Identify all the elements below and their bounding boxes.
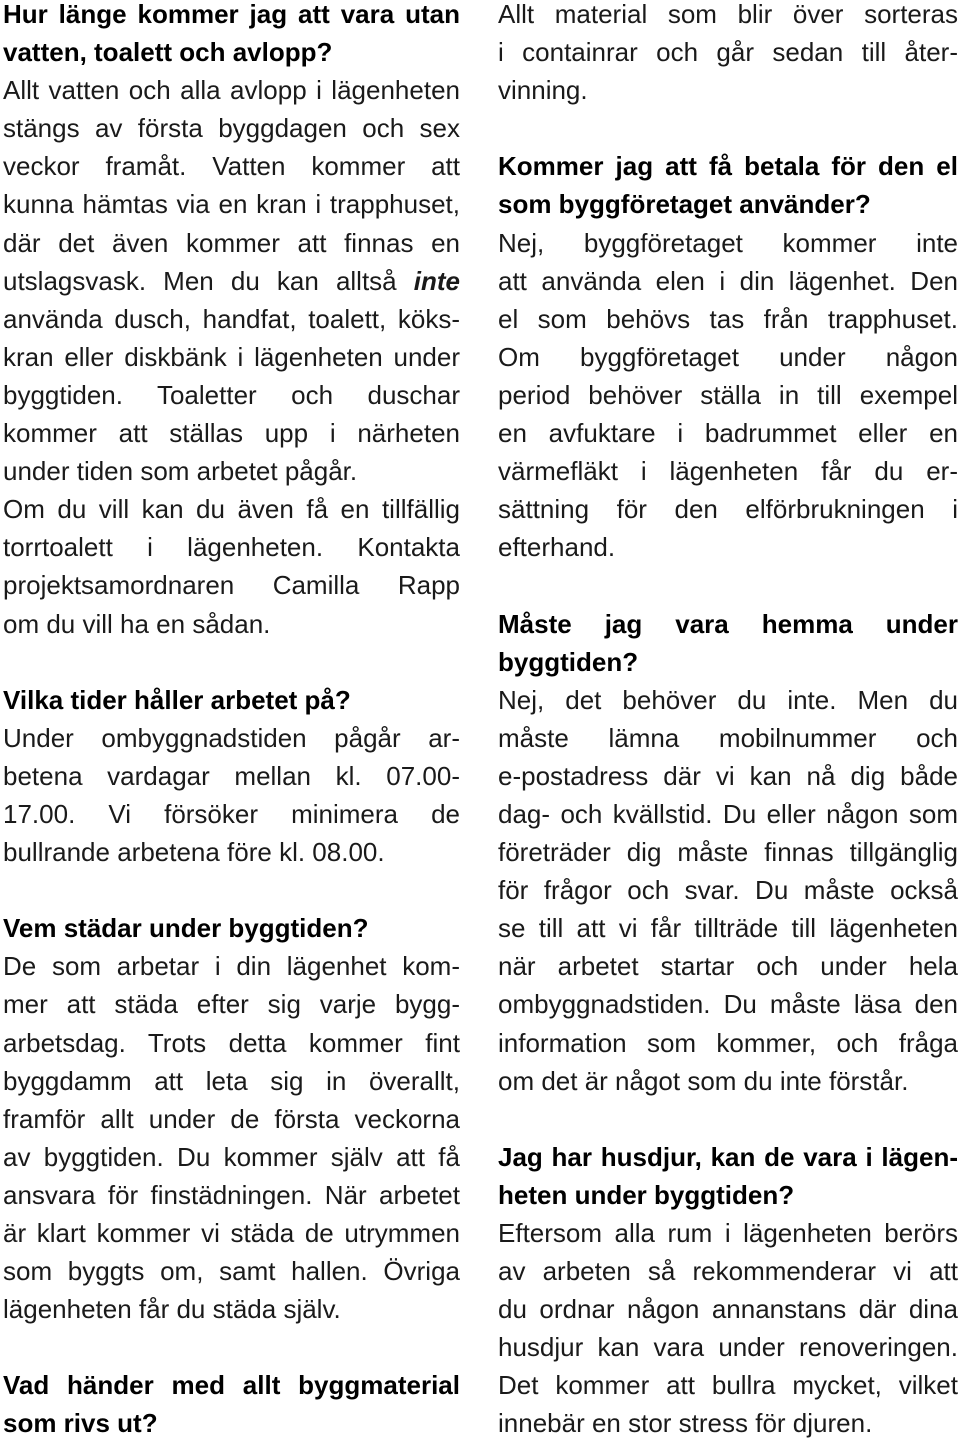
answer-line: framför allt under de första veckorna [3, 1103, 460, 1134]
answer-line: är klart kommer vi städa de utrymmen [3, 1218, 460, 1248]
question-heading [498, 147, 958, 223]
answer-line: av byggtiden. Du kommer själv att få [3, 1141, 460, 1172]
answer-line: Eftersom alla rum i lägenheten berörs [498, 1218, 958, 1248]
answer-text [3, 71, 460, 642]
question-heading [3, 909, 460, 947]
faq-section [3, 1366, 460, 1442]
faq-section [3, 0, 460, 643]
paragraph-spacer [498, 566, 958, 604]
answer-line: använda dusch, handfat, toalett, köks- [3, 303, 460, 334]
answer-line: sättning för den elförbrukningen i [498, 494, 958, 525]
question-heading [498, 605, 958, 681]
paragraph-spacer [3, 871, 460, 909]
answer-line: projektsamordnaren Camilla Rapp [3, 570, 460, 601]
answer-line: du ordnar någon annanstans där dina [498, 1294, 958, 1325]
paragraph-spacer [498, 109, 958, 147]
answer-line: Nej, det behöver du inte. Men du [498, 684, 958, 715]
answer-line: som byggts om, samt hallen. Övriga [3, 1256, 460, 1287]
answer-line: Allt material som blir över sorteras [498, 0, 958, 29]
answer-line: efterhand. [498, 532, 616, 563]
answer-line: måste lämna mobilnummer och [498, 722, 958, 753]
answer-line: information som kommer, och fråga [498, 1027, 958, 1058]
answer-text [3, 719, 460, 871]
answer-text [498, 224, 958, 567]
answer-line: veckor framåt. Vatten kommer att [3, 151, 460, 182]
answer-line: torrtoalett i lägenheten. Kontakta [3, 532, 460, 563]
answer-line: ansvara för finstädningen. När arbetet [3, 1179, 460, 1210]
answer-line: kunna hämtas via en kran i trapphuset, [3, 189, 460, 220]
answer-line: dag- och kvällstid. Du eller någon som [498, 798, 958, 829]
answer-line: se till att vi får tillträde till lägenheten [498, 913, 958, 944]
right-column [498, 0, 958, 1443]
answer-line: Om du vill kan du även få en tillfällig [3, 494, 460, 525]
answer-line: bullrande arbetena före kl. 08.00. [3, 837, 385, 868]
answer-line: en avfuktare i badrummet eller en [498, 418, 958, 449]
faq-section [498, 147, 958, 566]
answer-line: under tiden som arbetet pågår. [3, 456, 358, 487]
answer-line: stängs av första byggdagen och sex [3, 113, 460, 144]
question-line: som rivs ut? [3, 1408, 158, 1439]
answer-line: Det kommer att bullra mycket, vilket [498, 1370, 958, 1401]
answer-line: om du vill ha en sådan. [3, 608, 271, 639]
question-heading [3, 1366, 460, 1442]
answer-line: e-postadress där vi kan nå dig både [498, 760, 958, 791]
emphasized-word: inte [413, 265, 460, 296]
paragraph-spacer [3, 643, 460, 681]
answer-line-text: utslagsvask. Men du kan alltså [3, 265, 397, 296]
answer-text [498, 0, 958, 109]
answer-line: betena vardagar mellan kl. 07.00- [3, 760, 460, 791]
answer-line: företräder dig måste finnas tillgänglig [498, 837, 958, 868]
faq-section [498, 1138, 958, 1443]
answer-line: byggtiden. Toaletter och duschar [3, 379, 460, 410]
answer-line: att använda elen i din lägenhet. Den [498, 265, 958, 296]
faq-section-continued [498, 0, 958, 109]
answer-line: värmefläkt i lägenheten får du er- [498, 456, 958, 487]
answer-line: kommer att ställas upp i närheten [3, 418, 460, 449]
answer-line: lägenheten får du städa själv. [3, 1294, 341, 1325]
answer-line: ombyggnadstiden. Du måste läsa den [498, 989, 958, 1020]
answer-line: vinning. [498, 75, 588, 106]
faq-section [498, 605, 958, 1100]
question-line: Jag har husdjur, kan de vara i lägen- [498, 1141, 958, 1172]
question-line: vatten, toalett och avlopp? [3, 37, 333, 68]
question-line: Vad händer med allt byggmaterial [3, 1370, 460, 1401]
question-heading [3, 681, 460, 719]
answer-line: av arbeten så rekommenderar vi att [498, 1256, 958, 1287]
answer-line: el som behövs tas från trapphuset. [498, 303, 958, 334]
question-line: som byggföretaget använder? [498, 189, 871, 220]
answer-line: Allt vatten och alla avlopp i lägenheten [3, 75, 460, 106]
question-heading [3, 0, 460, 71]
answer-line: Om byggföretaget under någon [498, 341, 958, 372]
answer-line: om det är något som du inte förstår. [498, 1065, 909, 1096]
faq-section [3, 681, 460, 871]
answer-text [498, 1214, 958, 1443]
answer-line: mer att städa efter sig varje bygg- [3, 989, 460, 1020]
faq-section [3, 909, 460, 1328]
answer-line: husdjur kan vara under renoveringen. [498, 1332, 958, 1363]
answer-line: innebär en stor stress för djuren. [498, 1408, 873, 1439]
answer-line: 17.00. Vi försöker minimera de [3, 798, 460, 829]
answer-line: De som arbetar i din lägenhet kom- [3, 951, 460, 982]
answer-line: Nej, byggföretaget kommer inte [498, 227, 958, 258]
answer-line [3, 262, 460, 300]
answer-line: i containrar och går sedan till åter- [498, 37, 958, 68]
answer-line: där det även kommer att finnas en [3, 227, 460, 258]
paragraph-spacer [498, 1100, 958, 1138]
question-line: Måste jag vara hemma under [498, 608, 958, 639]
answer-line: Under ombyggnadstiden pågår ar- [3, 722, 460, 753]
answer-text [3, 947, 460, 1328]
answer-line: kran eller diskbänk i lägenheten under [3, 341, 460, 372]
left-column [3, 0, 460, 1443]
question-line: Vilka tider håller arbetet på? [3, 684, 351, 715]
question-line: byggtiden? [498, 646, 639, 677]
question-line: heten under byggtiden? [498, 1179, 795, 1210]
answer-line: för frågor och svar. Du måste också [498, 875, 958, 906]
question-line: Vem städar under byggtiden? [3, 913, 369, 944]
answer-line: period behöver ställa in till exempel [498, 379, 958, 410]
answer-line: byggdamm att leta sig in överallt, [3, 1065, 460, 1096]
answer-text [498, 681, 958, 1100]
question-line: Kommer jag att få betala för den el [498, 151, 958, 182]
answer-line: arbetsdag. Trots detta kommer fint [3, 1027, 460, 1058]
answer-line: när arbetet startar och under hela [498, 951, 958, 982]
paragraph-spacer [3, 1328, 460, 1366]
question-line: Hur länge kommer jag att vara utan [3, 0, 460, 29]
question-heading [498, 1138, 958, 1214]
